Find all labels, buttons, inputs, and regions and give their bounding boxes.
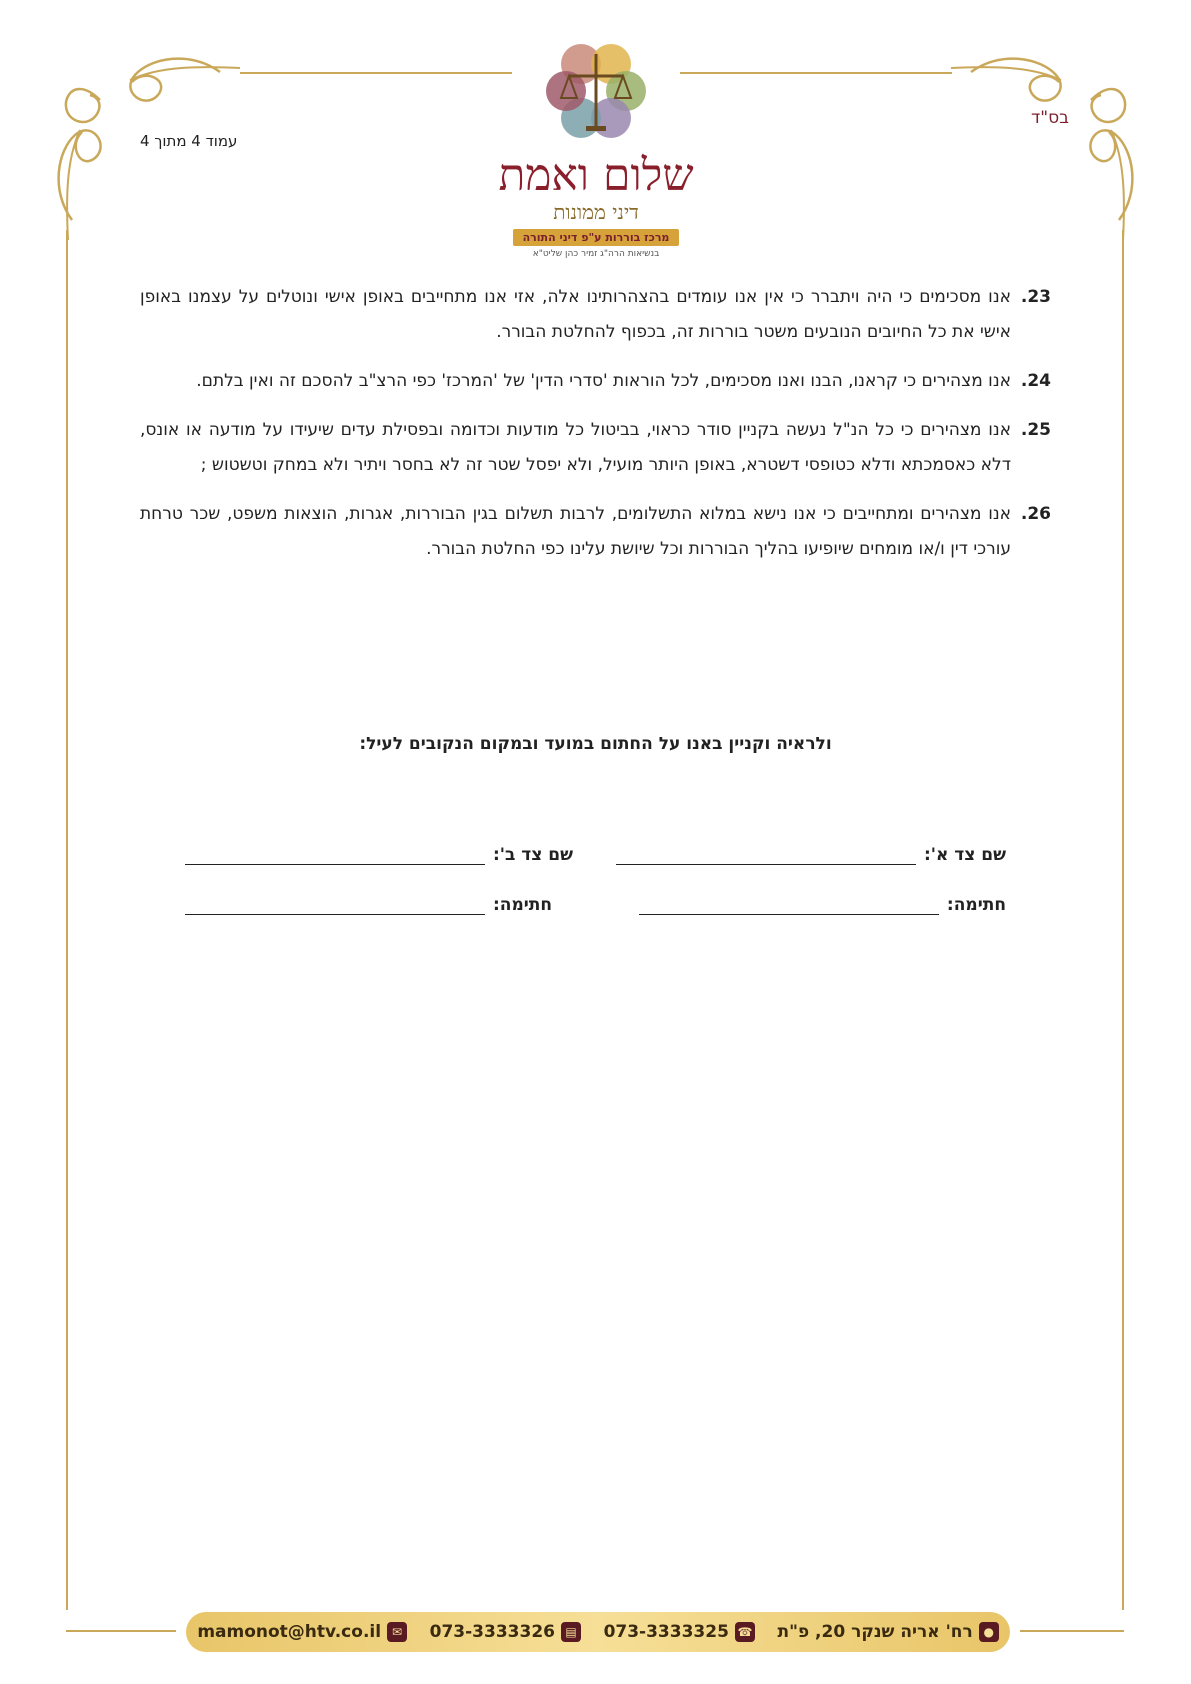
party-b-name-line[interactable] — [185, 844, 485, 865]
frame-bottom-right — [1020, 1630, 1124, 1632]
fax-icon: ▤ — [561, 1622, 581, 1642]
clause-text: אנו מצהירים כי קראנו, הבנו ואנו מסכימים, לכל הוראות 'סדרי הדין' של 'המרכז' כפי הרצ"ב להסכם זה ואין בלתם. — [196, 371, 1011, 391]
clause-number: 25. — [1020, 420, 1051, 440]
names-row — [185, 835, 1006, 865]
scales-flower-icon — [541, 36, 651, 146]
signature-a-field[interactable] — [639, 885, 1006, 915]
clause-text: אנו מסכימים כי היה ויתברר כי אין אנו עומדים בהצהרותינו אלה, אזי אנו מתחייבים באופן אישי ונוטלים על עצמנו באופן אישי את כל החיובים הנובעים משטר בוררות זה, בכפוף להחלטת הבורר. — [140, 287, 1011, 342]
email-text[interactable]: mamonot@htv.co.il — [197, 1622, 382, 1642]
fax-text[interactable]: 073-3333326 — [429, 1622, 555, 1642]
clause-number: 23. — [1020, 287, 1051, 307]
signature-a-line[interactable] — [639, 894, 939, 915]
phone-icon: ☎ — [735, 1622, 755, 1642]
clause-23 — [140, 280, 1051, 350]
signature-b-line[interactable] — [185, 894, 485, 915]
frame-bottom-left — [66, 1630, 176, 1632]
frame-right — [1122, 230, 1124, 1610]
ornament-right-icon — [951, 40, 1151, 240]
logo — [460, 36, 732, 259]
footer-email[interactable] — [197, 1622, 407, 1642]
clause-25 — [140, 413, 1051, 483]
party-a-name-label: שם צד א': — [923, 845, 1006, 865]
clause-text: אנו מצהירים כי כל הנ"ל נעשה בקניין סודר כראוי, בביטול כל מודעות וכדומה ובפסילת עדים שיעידו על מודעה או אונס, דלא כאסמכתא ודלא כטופסי דשטרא, באופן היותר מועיל, ולא יפסל שטר זה לא בחסר ויתיר ולא במחק וטשטוש ; — [140, 420, 1011, 475]
clause-26 — [140, 497, 1051, 567]
logo-subtitle: דיני ממונות — [553, 200, 639, 224]
footer-phone[interactable] — [604, 1622, 755, 1642]
logo-band: מרכז בוררות ע"פ דיני התורה — [513, 229, 680, 246]
logo-title: שלום ואמת — [498, 150, 694, 201]
closing-statement: ולראיה וקניין באנו על החתום במועד ובמקום הנקובים לעיל: — [359, 734, 832, 754]
clauses-section — [140, 280, 1051, 581]
signatures-row — [185, 885, 1006, 915]
clause-text: אנו מצהירים ומתחייבים כי אנו נישא במלוא התשלומים, לרבות תשלום בגין הבוררות, אגרות, הוצאות משפט, שכר טרחת עורכי דין ו/או מומחים שיופיעו בהליך הבוררות וכל שיושת עלינו כפי החלטת הבורר. — [140, 504, 1011, 559]
party-a-name-line[interactable] — [616, 844, 916, 865]
party-a-name-field[interactable] — [616, 835, 1006, 865]
bsd-mark: בס"ד — [1031, 108, 1069, 128]
phone-text[interactable]: 073-3333325 — [603, 1622, 729, 1642]
logo-small-text: בנשיאות הרה"ג זמיר כהן שליט"א — [532, 249, 660, 259]
party-b-name-field[interactable] — [185, 835, 573, 865]
clause-24 — [140, 364, 1051, 399]
clause-number: 26. — [1020, 504, 1051, 524]
footer-fax[interactable] — [430, 1622, 581, 1642]
location-pin-icon: ● — [979, 1622, 999, 1642]
footer-bar — [186, 1612, 1010, 1652]
party-b-name-label: שם צד ב': — [493, 845, 574, 865]
address-text: רח' אריה שנקר 20, פ"ת — [777, 1622, 973, 1642]
signature-a-label: חתימה: — [946, 895, 1006, 915]
signature-b-label: חתימה: — [493, 895, 553, 915]
footer-address — [777, 1622, 998, 1642]
envelope-icon: ✉ — [387, 1622, 407, 1642]
frame-left — [66, 230, 68, 1610]
page-number: עמוד 4 מתוך 4 — [140, 132, 238, 150]
signature-b-field[interactable] — [185, 885, 552, 915]
clause-number: 24. — [1020, 371, 1051, 391]
